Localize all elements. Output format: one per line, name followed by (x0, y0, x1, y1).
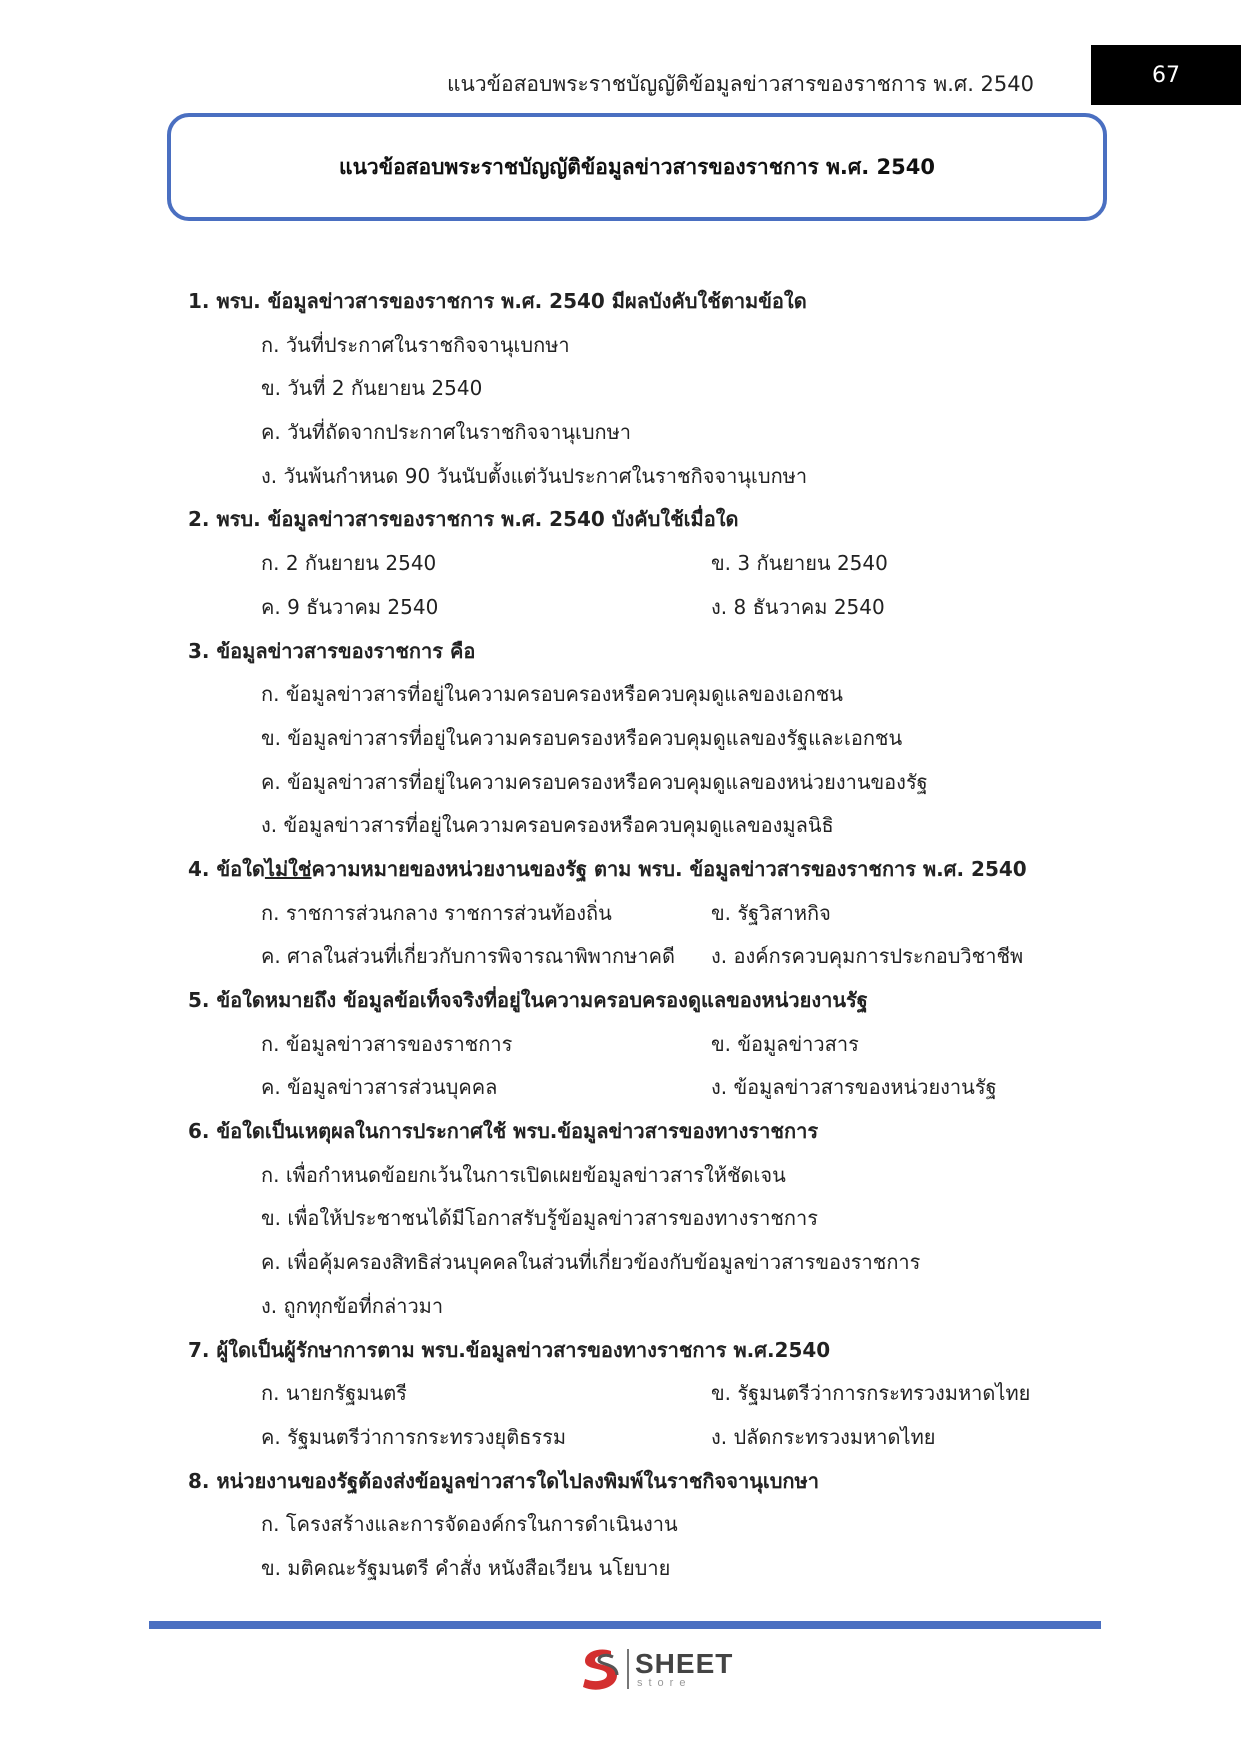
answer-option: ง. วันพ้นกำหนด 90 วันนับตั้งแต่วันประกาศในราชกิจจานุเบกษา (261, 463, 808, 488)
answer-option: ง. 8 ธันวาคม 2540 (711, 594, 885, 619)
answer-option: ข. เพื่อให้ประชาชนได้มีโอกาสรับรู้ข้อมูลข่าวสารของทางราชการ (261, 1206, 819, 1231)
option-row (188, 1416, 1088, 1460)
option-row (188, 892, 1088, 936)
question-number: 4. (188, 856, 210, 881)
question-stem: ข้อใดเป็นเหตุผลในการประกาศใช้ พรบ.ข้อมูลข่าวสารของทางราชการ (216, 1119, 819, 1144)
question-stem: ข้อมูลข่าวสารของราชการ คือ (216, 638, 476, 663)
running-header-title: แนวข้อสอบพระราชบัญญัติข้อมูลข่าวสารของราชการ พ.ศ. 2540 (446, 72, 1034, 96)
sheet-store-logo (577, 1645, 733, 1693)
question-text (188, 280, 1088, 324)
question-item (188, 630, 1088, 848)
answer-option: ก. ข้อมูลข่าวสารของราชการ (261, 1031, 513, 1056)
option-row (188, 455, 1088, 499)
logo-main-text: SHEET (635, 1647, 734, 1679)
option-row (188, 1547, 1088, 1591)
question-number: 5. (188, 988, 210, 1012)
answer-option: ข. 3 กันยายน 2540 (711, 551, 888, 576)
question-item (188, 848, 1088, 979)
answer-option: ค. เพื่อคุ้มครองสิทธิส่วนบุคคลในส่วนที่เกี่ยวข้องกับข้อมูลข่าวสารของราชการ (261, 1250, 921, 1275)
page-number-box (1091, 45, 1241, 105)
option-row (188, 411, 1088, 455)
question-text (188, 630, 1088, 674)
option-row (188, 935, 1088, 979)
option-row (188, 673, 1088, 717)
answer-option: ง. ข้อมูลข่าวสารที่อยู่ในความครอบครองหรือควบคุมดูแลของมูลนิธิ (261, 813, 834, 838)
question-stem: พรบ. ข้อมูลข่าวสารของราชการ พ.ศ. 2540 มีผลบังคับใช้ตามข้อใด (216, 289, 807, 313)
answer-option: ข. วันที่ 2 กันยายน 2540 (261, 376, 483, 401)
answer-option: ข. รัฐวิสาหกิจ (711, 900, 831, 925)
answer-option: ก. เพื่อกำหนดข้อยกเว้นในการเปิดเผยข้อมูลข่าวสารให้ชัดเจน (261, 1162, 786, 1187)
option-row (188, 1285, 1088, 1329)
question-stem: พรบ. ข้อมูลข่าวสารของราชการ พ.ศ. 2540 บังคับใช้เมื่อใด (216, 507, 739, 532)
question-number: 2. (188, 507, 210, 532)
question-stem-rest: ความหมายของหน่วยงานของรัฐ ตาม พรบ. ข้อมูลข่าวสารของราชการ พ.ศ. 2540 (311, 856, 1027, 881)
option-row (188, 542, 1088, 586)
answer-option: ง. ปลัดกระทรวงมหาดไทย (711, 1424, 936, 1449)
question-text (188, 848, 1088, 892)
answer-option: ง. องค์กรควบคุมการประกอบวิชาชีพ (711, 944, 1024, 969)
answer-option: ค. 9 ธันวาคม 2540 (261, 594, 439, 619)
document-title: แนวข้อสอบพระราชบัญญัติข้อมูลข่าวสารของราชการ พ.ศ. 2540 (339, 154, 935, 179)
option-row (188, 324, 1088, 368)
answer-option: ข. ข้อมูลข่าวสารที่อยู่ในความครอบครองหรือควบคุมดูแลของรัฐและเอกชน (261, 725, 903, 750)
question-stem: ข้อใดหมายถึง ข้อมูลข้อเท็จจริงที่อยู่ในความครอบครองดูแลของหน่วยงานรัฐ (216, 988, 868, 1012)
option-row (188, 717, 1088, 761)
answer-option: ง. ถูกทุกข้อที่กล่าวมา (261, 1293, 444, 1318)
footer-divider (149, 1621, 1101, 1629)
answer-option: ข. รัฐมนตรีว่าการกระทรวงมหาดไทย (711, 1381, 1031, 1406)
answer-option: ก. โครงสร้างและการจัดองค์กรในการดำเนินงาน (261, 1512, 678, 1537)
logo-separator (627, 1649, 629, 1689)
option-row (188, 586, 1088, 630)
option-row (188, 1241, 1088, 1285)
question-list (188, 280, 1088, 1591)
option-row (188, 1023, 1088, 1067)
option-row (188, 367, 1088, 411)
question-item (188, 1329, 1088, 1460)
question-emphasis: ไม่ใช่ (264, 856, 312, 881)
question-item (188, 1460, 1088, 1591)
option-row (188, 804, 1088, 848)
option-row (188, 1372, 1088, 1416)
option-row (188, 1066, 1088, 1110)
answer-option: ก. ข้อมูลข่าวสารที่อยู่ในความครอบครองหรือควบคุมดูแลของเอกชน (261, 682, 843, 707)
answer-option: ก. วันที่ประกาศในราชกิจจานุเบกษา (261, 332, 570, 357)
question-number: 3. (188, 638, 210, 663)
question-number: 8. (188, 1468, 210, 1493)
option-row (188, 1197, 1088, 1241)
page-number: 67 (1152, 62, 1180, 88)
answer-option: ก. 2 กันยายน 2540 (261, 551, 437, 576)
answer-option: ข. ข้อมูลข่าวสาร (711, 1031, 859, 1056)
question-item (188, 280, 1088, 498)
answer-option: ง. ข้อมูลข่าวสารของหน่วยงานรัฐ (711, 1075, 997, 1100)
title-box (167, 113, 1107, 221)
question-text (188, 1110, 1088, 1154)
question-item (188, 1110, 1088, 1328)
question-stem: หน่วยงานของรัฐต้องส่งข้อมูลข่าวสารใดไปลงพิมพ์ในราชกิจจานุเบกษา (216, 1468, 819, 1493)
answer-option: ค. รัฐมนตรีว่าการกระทรวงยุติธรรม (261, 1424, 567, 1449)
sheet-logo-icon (577, 1645, 623, 1693)
option-row (188, 761, 1088, 805)
question-number: 7. (188, 1337, 210, 1362)
question-text (188, 498, 1088, 542)
question-number: 6. (188, 1119, 210, 1144)
answer-option: ก. ราชการส่วนกลาง ราชการส่วนท้องถิ่น (261, 900, 612, 925)
question-stem: ข้อใด (216, 856, 265, 881)
answer-option: ข. มติคณะรัฐมนตรี คำสั่ง หนังสือเวียน นโยบาย (261, 1555, 671, 1580)
answer-option: ค. วันที่ถัดจากประกาศในราชกิจจานุเบกษา (261, 420, 632, 445)
question-item (188, 979, 1088, 1110)
logo-sub-text: store (637, 1676, 692, 1689)
question-text (188, 1329, 1088, 1373)
answer-option: ค. ศาลในส่วนที่เกี่ยวกับการพิจารณาพิพากษาคดี (261, 944, 675, 969)
question-item (188, 498, 1088, 629)
answer-option: ค. ข้อมูลข่าวสารที่อยู่ในความครอบครองหรือควบคุมดูแลของหน่วยงานของรัฐ (261, 769, 928, 794)
answer-option: ค. ข้อมูลข่าวสารส่วนบุคคล (261, 1075, 498, 1100)
question-stem: ผู้ใดเป็นผู้รักษาการตาม พรบ.ข้อมูลข่าวสารของทางราชการ พ.ศ.2540 (216, 1337, 831, 1362)
question-text (188, 1460, 1088, 1504)
option-row (188, 1503, 1088, 1547)
question-number: 1. (188, 289, 210, 313)
question-text (188, 979, 1088, 1023)
answer-option: ก. นายกรัฐมนตรี (261, 1381, 407, 1406)
logo-wordmark (635, 1647, 734, 1689)
option-row (188, 1154, 1088, 1198)
